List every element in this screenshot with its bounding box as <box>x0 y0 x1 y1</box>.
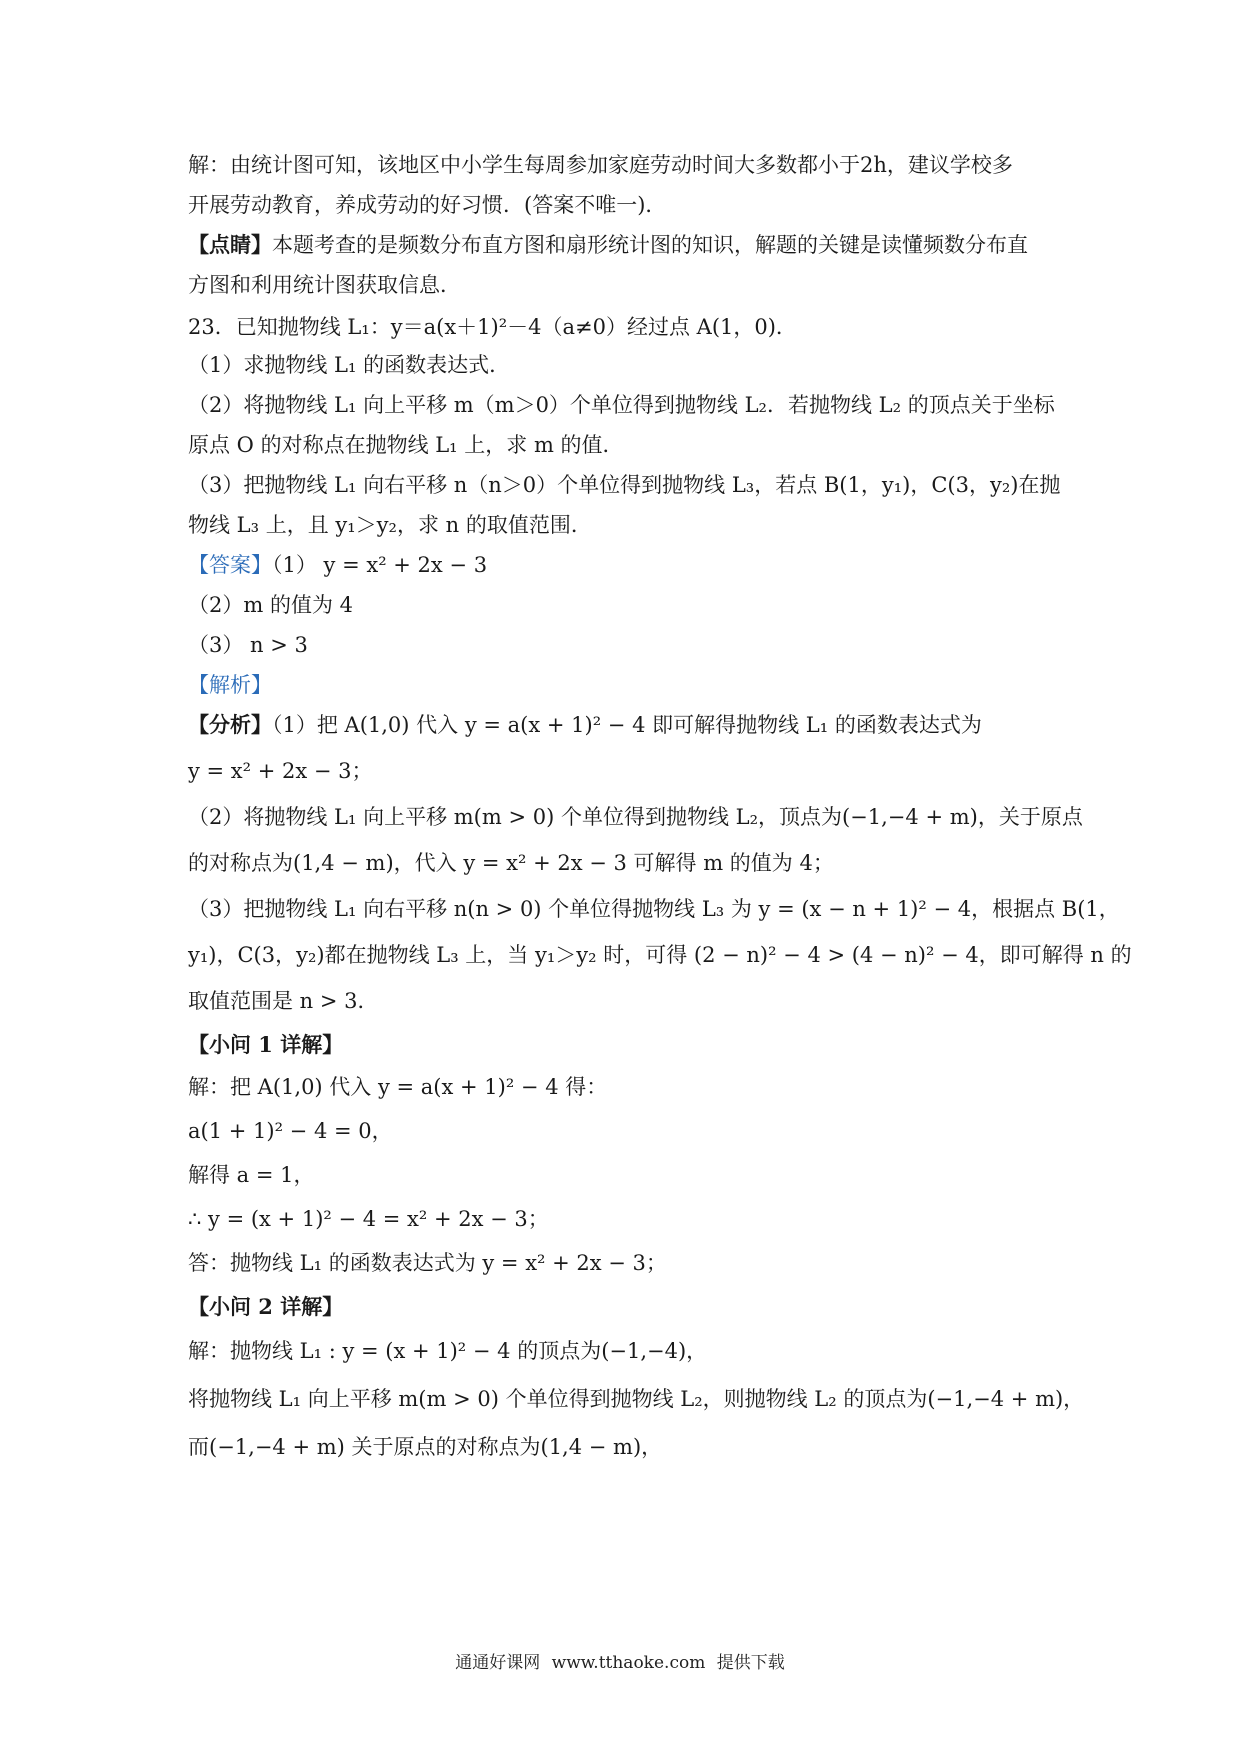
q2-line-1: 解：抛物线 L₁ : y = (x + 1)² − 4 的顶点为(−1,−4)， <box>188 1339 708 1363</box>
jiexi-tag: 【解析】 <box>188 673 272 697</box>
comment-line-1 <box>188 230 1028 260</box>
analysis-line-5: （3）把抛物线 L₁ 向右平移 n(n > 0) 个单位得抛物线 L₃ 为 y = (x − n + 1)² − 4，根据点 B(1， <box>188 897 1120 921</box>
answer-line-1 <box>188 550 487 580</box>
analysis-line-7: 取值范围是 n > 3． <box>188 989 379 1013</box>
q1-line-2: a(1 + 1)² − 4 = 0， <box>188 1119 393 1143</box>
q1-line-5: 答：抛物线 L₁ 的函数表达式为 y = x² + 2x − 3； <box>188 1251 667 1275</box>
answer-2: （2）m 的值为 4 <box>188 593 353 617</box>
analysis-line-2: y = x² + 2x − 3； <box>188 759 373 783</box>
intro-line-2: 开展劳动教育，养成劳动的好习惯．(答案不唯一)． <box>188 193 667 217</box>
comment-tag: 【点睛】 <box>188 232 272 257</box>
q2-line-3: 而(−1,−4 + m) 关于原点的对称点为(1,4 − m)， <box>188 1435 663 1459</box>
problem-part-3b: 物线 L₃ 上，且 y₁＞y₂，求 n 的取值范围． <box>188 513 592 537</box>
problem-part-2a: （2）将抛物线 L₁ 向上平移 m（m＞0）个单位得到抛物线 L₂．若抛物线 L₂ 的顶点关于坐标 <box>188 393 1055 417</box>
q1-tag: 【小问 1 详解】 <box>188 1032 344 1057</box>
problem-part-2b: 原点 O 的对称点在抛物线 L₁ 上，求 m 的值． <box>188 433 624 457</box>
analysis-line-3: （2）将抛物线 L₁ 向上平移 m(m > 0) 个单位得到抛物线 L₂，顶点为(−1,−4 + m)，关于原点 <box>188 805 1083 829</box>
footer-url: www.tthaoke.com <box>551 1653 706 1673</box>
footer-site-name: 通通好课网 <box>455 1653 541 1673</box>
analysis-tag: 【分析】 <box>188 712 272 737</box>
q2-line-2: 将抛物线 L₁ 向上平移 m(m > 0) 个单位得到抛物线 L₂，则抛物线 L₂ 的顶点为(−1,−4 + m)， <box>188 1387 1085 1411</box>
analysis-text-1: （1）把 A(1,0) 代入 y = a(x + 1)² − 4 即可解得抛物线 L₁ 的函数表达式为 <box>272 713 982 737</box>
problem-title: 23．已知抛物线 L₁：y＝a(x＋1)²－4（a≠0）经过点 A(1，0)． <box>188 315 797 339</box>
analysis-line-4: 的对称点为(1,4 − m)，代入 y = x² + 2x − 3 可解得 m 的值为 4； <box>188 851 834 875</box>
analysis-line-6: y₁)，C(3，y₂)都在抛物线 L₃ 上，当 y₁＞y₂ 时，可得 (2 − n)² − 4 > (4 − n)² − 4，即可解得 n 的 <box>188 943 1132 967</box>
comment-line-2: 方图和利用统计图获取信息． <box>188 273 461 297</box>
q1-line-3: 解得 a = 1， <box>188 1163 315 1187</box>
q1-line-4: ∴ y = (x + 1)² − 4 = x² + 2x − 3； <box>188 1207 549 1231</box>
answer-1: （1） y = x² + 2x − 3 <box>272 553 488 577</box>
q2-tag: 【小问 2 详解】 <box>188 1294 344 1319</box>
page-footer <box>0 1648 1240 1673</box>
answer-tag: 【答案】 <box>188 553 272 577</box>
analysis-line-1 <box>188 710 982 740</box>
answer-3: （3） n > 3 <box>188 633 308 657</box>
comment-text-1: 本题考查的是频数分布直方图和扇形统计图的知识，解题的关键是读懂频数分布直 <box>272 233 1028 257</box>
problem-part-1: （1）求抛物线 L₁ 的函数表达式． <box>188 353 511 377</box>
intro-line-1: 解：由统计图可知，该地区中小学生每周参加家庭劳动时间大多数都小于2h，建议学校多 <box>188 153 1013 177</box>
q1-line-1: 解：把 A(1,0) 代入 y = a(x + 1)² − 4 得： <box>188 1075 608 1099</box>
footer-note: 提供下载 <box>716 1653 785 1673</box>
problem-part-3a: （3）把抛物线 L₁ 向右平移 n（n＞0）个单位得到抛物线 L₃，若点 B(1，y₁)，C(3，y₂)在抛 <box>188 473 1061 497</box>
